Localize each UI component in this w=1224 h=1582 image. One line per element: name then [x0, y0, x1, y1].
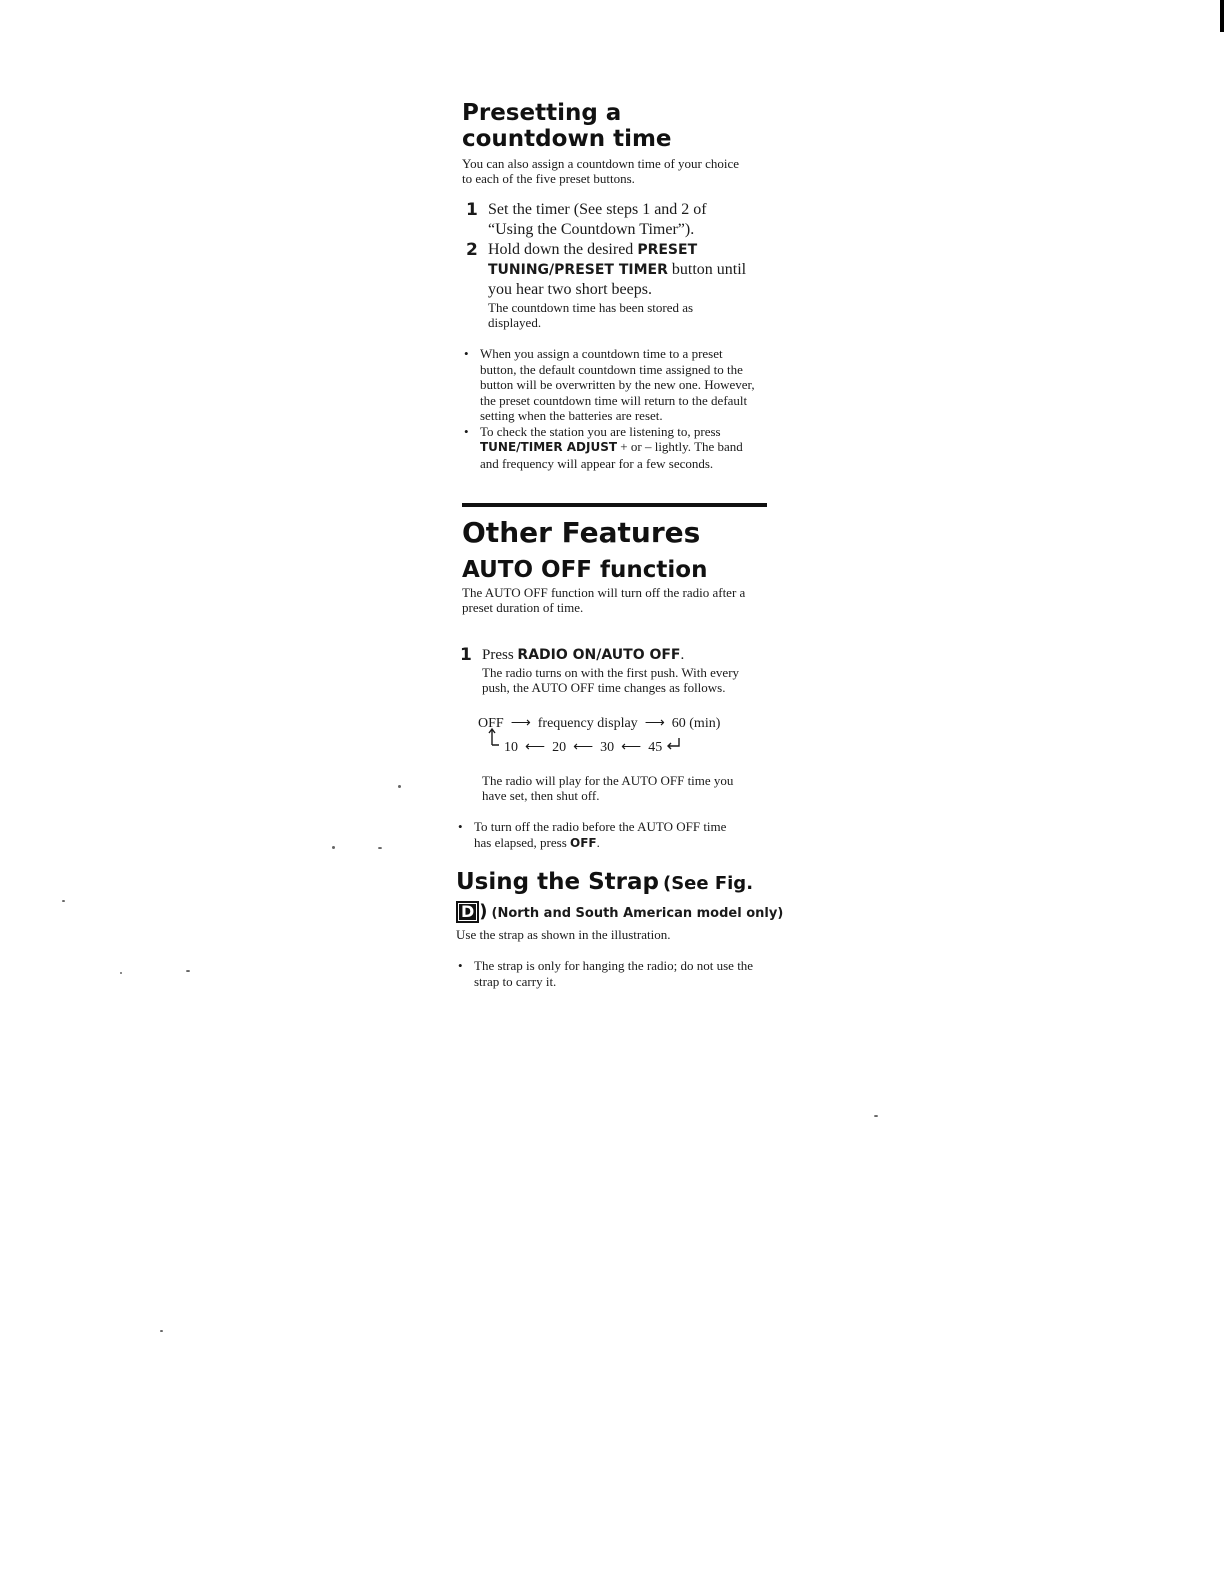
- step-number: 1: [460, 645, 472, 665]
- page-edge-mark: [1220, 0, 1224, 32]
- section-divider-rule: [462, 503, 767, 507]
- step-text-pre: Press: [482, 647, 518, 663]
- auto-off-steps: [456, 645, 772, 803]
- scan-speck: [332, 846, 335, 849]
- strap-section-heading: [456, 869, 784, 925]
- step-text-post: .: [680, 647, 685, 663]
- auto-off-intro: The AUTO OFF function will turn off the radio after a preset duration of time.: [462, 585, 746, 615]
- fig-reference: (See Fig.: [662, 873, 754, 894]
- note-bullet-check-station: [462, 424, 764, 472]
- preset-notes: [462, 346, 772, 471]
- arrow-left-icon: ⟵: [617, 740, 645, 755]
- note-bullet-overwrite: • When you assign a countdown time to a preset button, the default countdown time assigned to the button will be overwritten by the new one. However, the preset countdown time will return to the default setting when the batteries are reset.: [462, 346, 762, 424]
- step-text-post: button until you hear two short beeps.: [488, 261, 747, 298]
- document-column: [456, 100, 784, 989]
- sequence-row-top: [478, 715, 720, 733]
- preset-tuning-timer-label: PRESET TUNING/PRESET TIMER: [488, 242, 698, 278]
- radio-on-auto-off-label: RADIO ON/AUTO OFF: [517, 647, 681, 663]
- scan-speck: [378, 847, 382, 849]
- after-sequence-note: The radio will play for the AUTO OFF time you have set, then shut off.: [482, 773, 734, 803]
- arrow-left-icon: ⟵: [521, 740, 549, 755]
- scan-speck: [398, 785, 401, 788]
- step-note: The countdown time has been stored as displayed.: [488, 300, 694, 330]
- step-number: 2: [466, 240, 478, 260]
- arrow-right-icon: ⟶: [507, 716, 535, 731]
- preset-steps: [462, 200, 772, 330]
- section-title-other-features: Other Features: [462, 516, 701, 549]
- step-text: Set the timer (See steps 1 and 2 of “Using the Countdown Timer”).: [488, 201, 707, 238]
- arrow-left-icon: ⟵: [569, 740, 597, 755]
- step-text: [488, 240, 768, 300]
- loop-arrow-up-icon: [488, 727, 498, 745]
- strap-intro: Use the strap as shown in the illustration.: [456, 927, 671, 942]
- step-number: 1: [466, 200, 478, 220]
- scan-speck: [186, 970, 190, 972]
- subsection-title-auto-off: AUTO OFF function: [462, 557, 708, 583]
- scan-speck: [62, 900, 65, 902]
- bullet-note: The band and frequency will appear for a few seconds.: [480, 439, 743, 471]
- strap-notes: [456, 958, 772, 989]
- model-note: (North and South American model only): [491, 906, 784, 921]
- fig-reference-close: ): [479, 901, 488, 922]
- auto-off-sequence: [478, 715, 772, 763]
- bullet-text-pre: To turn off the radio before the AUTO OFF time has elapsed, press: [474, 819, 727, 850]
- section-title-presetting: Presetting a countdown time: [462, 100, 672, 152]
- step-note: The radio turns on with the first push. With every push, the AUTO OFF time changes as follows.: [482, 665, 740, 695]
- seq-20: 20: [552, 740, 567, 755]
- scan-speck: [160, 1330, 163, 1332]
- bullet-text-post: + or – lightly.: [617, 439, 692, 454]
- bullet-text-post: .: [596, 834, 600, 850]
- scan-speck: [120, 972, 122, 974]
- note-bullet-strap: • The strap is only for hanging the radio; do not use the strap to carry it.: [456, 958, 764, 989]
- auto-off-notes: [456, 819, 772, 851]
- step-1: [462, 200, 772, 240]
- section-intro: You can also assign a countdown time of your choice to each of the five preset buttons.: [462, 156, 740, 186]
- step-text: [482, 645, 772, 665]
- step-1: [456, 645, 772, 803]
- off-button-label: OFF: [570, 835, 597, 850]
- return-arrow-icon: [666, 740, 682, 755]
- seq-45: 45: [648, 740, 663, 755]
- arrow-right-icon: ⟶: [641, 716, 669, 731]
- seq-10: 10: [504, 740, 518, 755]
- note-bullet-turn-off: [456, 819, 746, 851]
- seq-30: 30: [600, 740, 615, 755]
- scan-speck: [874, 1115, 878, 1117]
- seq-off: OFF: [478, 716, 504, 731]
- seq-60: 60 (min): [671, 716, 721, 731]
- figure-d-icon: D: [456, 901, 479, 923]
- tune-timer-adjust-label: TUNE/TIMER ADJUST: [480, 440, 618, 454]
- bullet-text-pre: To check the station you are listening to, press: [480, 423, 721, 439]
- step-2: [462, 240, 772, 330]
- seq-frequency-display: frequency display: [537, 716, 638, 731]
- step-text-pre: Hold down the desired: [488, 241, 638, 258]
- sequence-row-bottom: [504, 737, 682, 757]
- section-title-using-strap: Using the Strap: [456, 869, 659, 895]
